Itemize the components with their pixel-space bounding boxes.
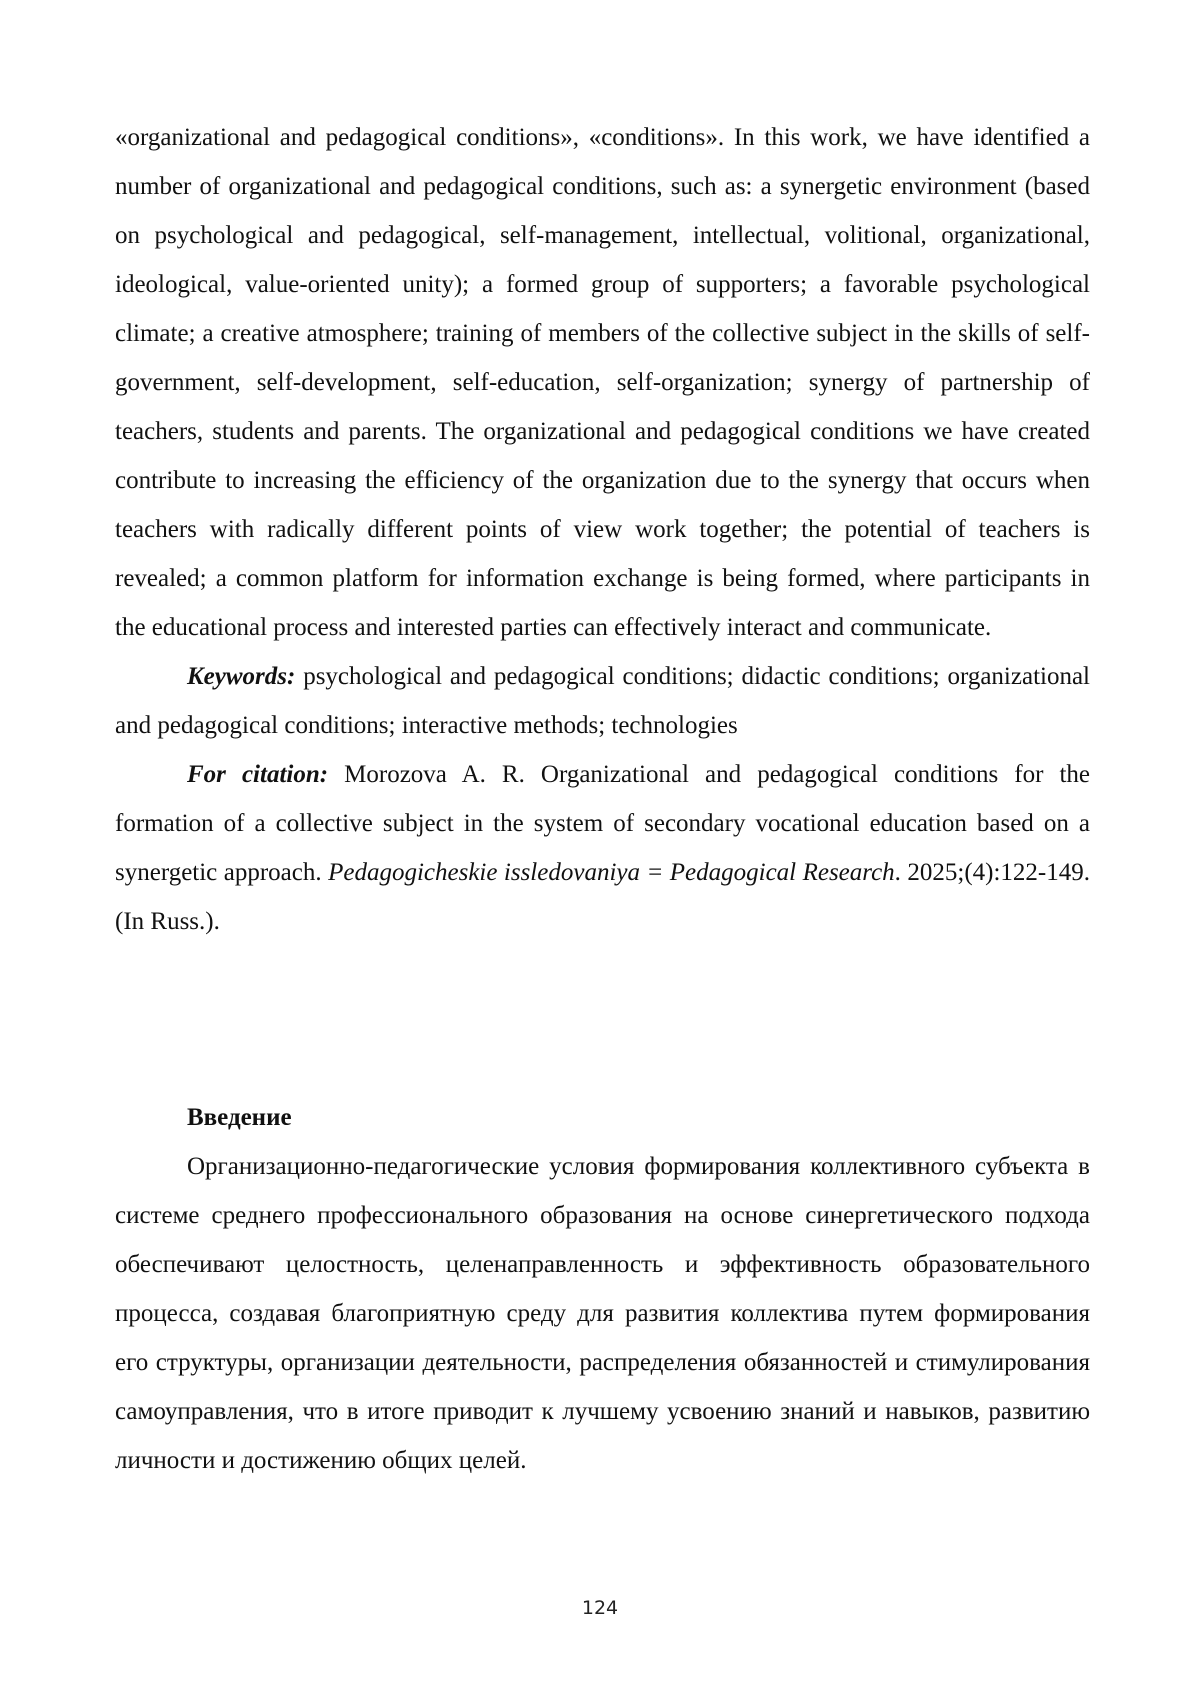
page-body (115, 113, 1090, 1485)
citation-label: For citation: (187, 761, 329, 788)
introduction-paragraph: Организационно-педагогические условия формирования коллективного субъекта в системе среднего профессионального образования на основе синергетического подхода обеспечивают целостность, целенаправленность и эффективность образовательного процесса, создавая благоприятную среду для развития коллектива путем формирования его структуры, организации деятельности, распределения обязанностей и стимулирования самоуправления, что в итоге приводит к лучшему усвоению знаний и навыков, развитию личности и достижению общих целей. (115, 1153, 1090, 1474)
section-heading: Введение (187, 1104, 292, 1131)
citation-journal: Pedagogicheskie issledovaniya = Pedagogical Research (328, 859, 895, 886)
keywords-paragraph (115, 652, 1090, 750)
abstract-continuation: «organizational and pedagogical conditions», «conditions». In this work, we have identified a number of organizational and pedagogical conditions, such as: a synergetic environment (based on psychological and pedagogical, self-management, intellectual, volitional, organizational, ideological, value-oriented unity); a formed group of supporters; a favorable psychological climate; a creative atmosphere; training of members of the collective subject in the skills of self-government, self-development, self-education, self-organization; synergy of partnership of teachers, students and parents. The organizational and pedagogical conditions we have created contribute to increasing the efficiency of the organization due to the synergy that occurs when teachers with radically different points of view work together; the potential of teachers is revealed; a common platform for information exchange is being formed, where participants in the educational process and interested parties can effectively interact and communicate. (115, 124, 1090, 641)
keywords-label: Keywords: (187, 663, 296, 690)
page-number: 124 (581, 1597, 619, 1619)
citation-paragraph (115, 750, 1090, 946)
keywords-text: psychological and pedagogical conditions; didactic conditions; organizational and pedagogical conditions; interactive methods; technologies (115, 663, 1090, 739)
section-gap (115, 946, 1090, 1093)
citation-text: Morozova A. R. Organizational and pedagogical conditions for the formation of a collective subject in the system of secondary vocational education based on a synergetic approach. (115, 761, 1091, 886)
citation-details: . 2025;(4):122-149. (In Russ.). (115, 859, 1090, 935)
